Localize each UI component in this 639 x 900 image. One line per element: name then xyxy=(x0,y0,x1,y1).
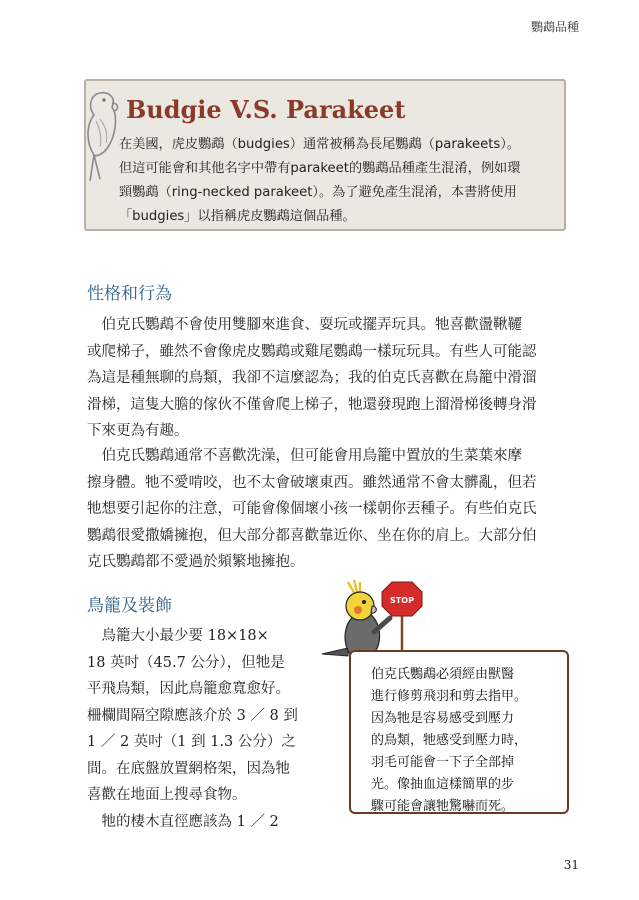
text-line: 鸚鵡很愛撒嬌擁抱，但大部分都喜歡靠近你、坐在你的肩上。大部分伯 xyxy=(87,527,537,544)
tip-callout xyxy=(349,650,569,814)
text-line: 滑梯，這隻大膽的傢伙不僅會爬上梯子，牠還發現跑上溜滑梯後轉身滑 xyxy=(87,396,537,413)
running-head: 鸚鵡品種 xyxy=(530,20,579,34)
text-line: 牠想要引起你的注意，可能會像個壞小孩一樣朝你丟種子。有些伯克氏 xyxy=(87,501,537,518)
paragraph xyxy=(87,443,567,576)
text-line: 1 ／ 2 英吋（1 到 1.3 公分）之 xyxy=(87,734,296,750)
tip-line: 伯克氏鸚鵡必須經由獸醫 xyxy=(371,667,515,682)
box-body xyxy=(119,133,559,229)
box-line: 在美國，虎皮鸚鵡（budgies）通常被稱為長尾鸚鵡（parakeets）。 xyxy=(119,137,521,152)
text-line: 間。在底盤放置網格架，因為牠 xyxy=(87,760,290,777)
text-line: 平飛鳥類，因此鳥籠愈寬愈好。 xyxy=(87,681,290,697)
text-line: 喜歡在地面上搜尋食物。 xyxy=(87,787,247,803)
tip-line: 羽毛可能會一下子全部掉 xyxy=(371,755,515,770)
tip-text xyxy=(371,664,527,818)
box-line: 「budgies」以指稱虎皮鸚鵡這個品種。 xyxy=(119,209,356,224)
text-line: 柵欄間隔空隙應該介於 3 ／ 8 到 xyxy=(87,707,298,724)
text-line: 伯克氏鸚鵡通常不喜歡洗澡，但可能會用鳥籠中置放的生菜葉來摩 xyxy=(87,448,522,464)
page-number: 31 xyxy=(563,858,579,872)
section-heading-cage: 鳥籠及裝飾 xyxy=(87,596,172,616)
tip-line: 光。像抽血這樣簡單的步 xyxy=(371,777,515,792)
paragraph xyxy=(87,312,567,445)
tip-line: 驟可能會讓牠驚嚇而死。 xyxy=(371,799,515,814)
text-line: 為這是種無聊的鳥類，我卻不這麼認為；我的伯克氏喜歡在鳥籠中滑溜 xyxy=(87,370,537,387)
text-line: 伯克氏鸚鵡不會使用雙腳來進食、耍玩或擺弄玩具。牠喜歡盪鞦韆 xyxy=(87,317,522,333)
sidebar-box xyxy=(84,79,566,231)
tip-line: 的鳥類，牠感受到壓力時， xyxy=(371,733,528,748)
box-line: 頸鸚鵡（ring-necked parakeet）。為了避免產生混淆，本書將使用 xyxy=(119,185,517,200)
text-line: 克氏鸚鵡都不愛過於頻繁地擁抱。 xyxy=(87,554,305,571)
text-line: 鳥籠大小最少要 18×18× xyxy=(87,628,269,644)
text-line: 牠的棲木直徑應該為 1 ／ 2 xyxy=(87,813,279,830)
box-title: Budgie V.S. Parakeet xyxy=(126,95,406,124)
tip-line: 進行修剪飛羽和剪去指甲。 xyxy=(371,689,528,704)
text-line: 18 英吋（45.7 公分），但牠是 xyxy=(87,654,285,671)
text-line: 擦身體。牠不愛啃咬，也不太會破壞東西。雖然通常不會太髒亂，但若 xyxy=(87,474,537,491)
section-heading-temperament: 性格和行為 xyxy=(87,284,172,304)
stop-sign-text: STOP xyxy=(390,596,414,605)
tip-line: 因為牠是容易感受到壓力 xyxy=(371,711,515,726)
text-line: 或爬梯子，雖然不會像虎皮鸚鵡或雞尾鸚鵡一樣玩玩具。有些人可能認 xyxy=(87,343,537,360)
paragraph xyxy=(87,623,317,835)
text-line: 下來更為有趣。 xyxy=(87,423,189,440)
box-line: 但這可能會和其他名字中帶有parakeet的鸚鵡品種產生混淆，例如環 xyxy=(119,161,521,176)
